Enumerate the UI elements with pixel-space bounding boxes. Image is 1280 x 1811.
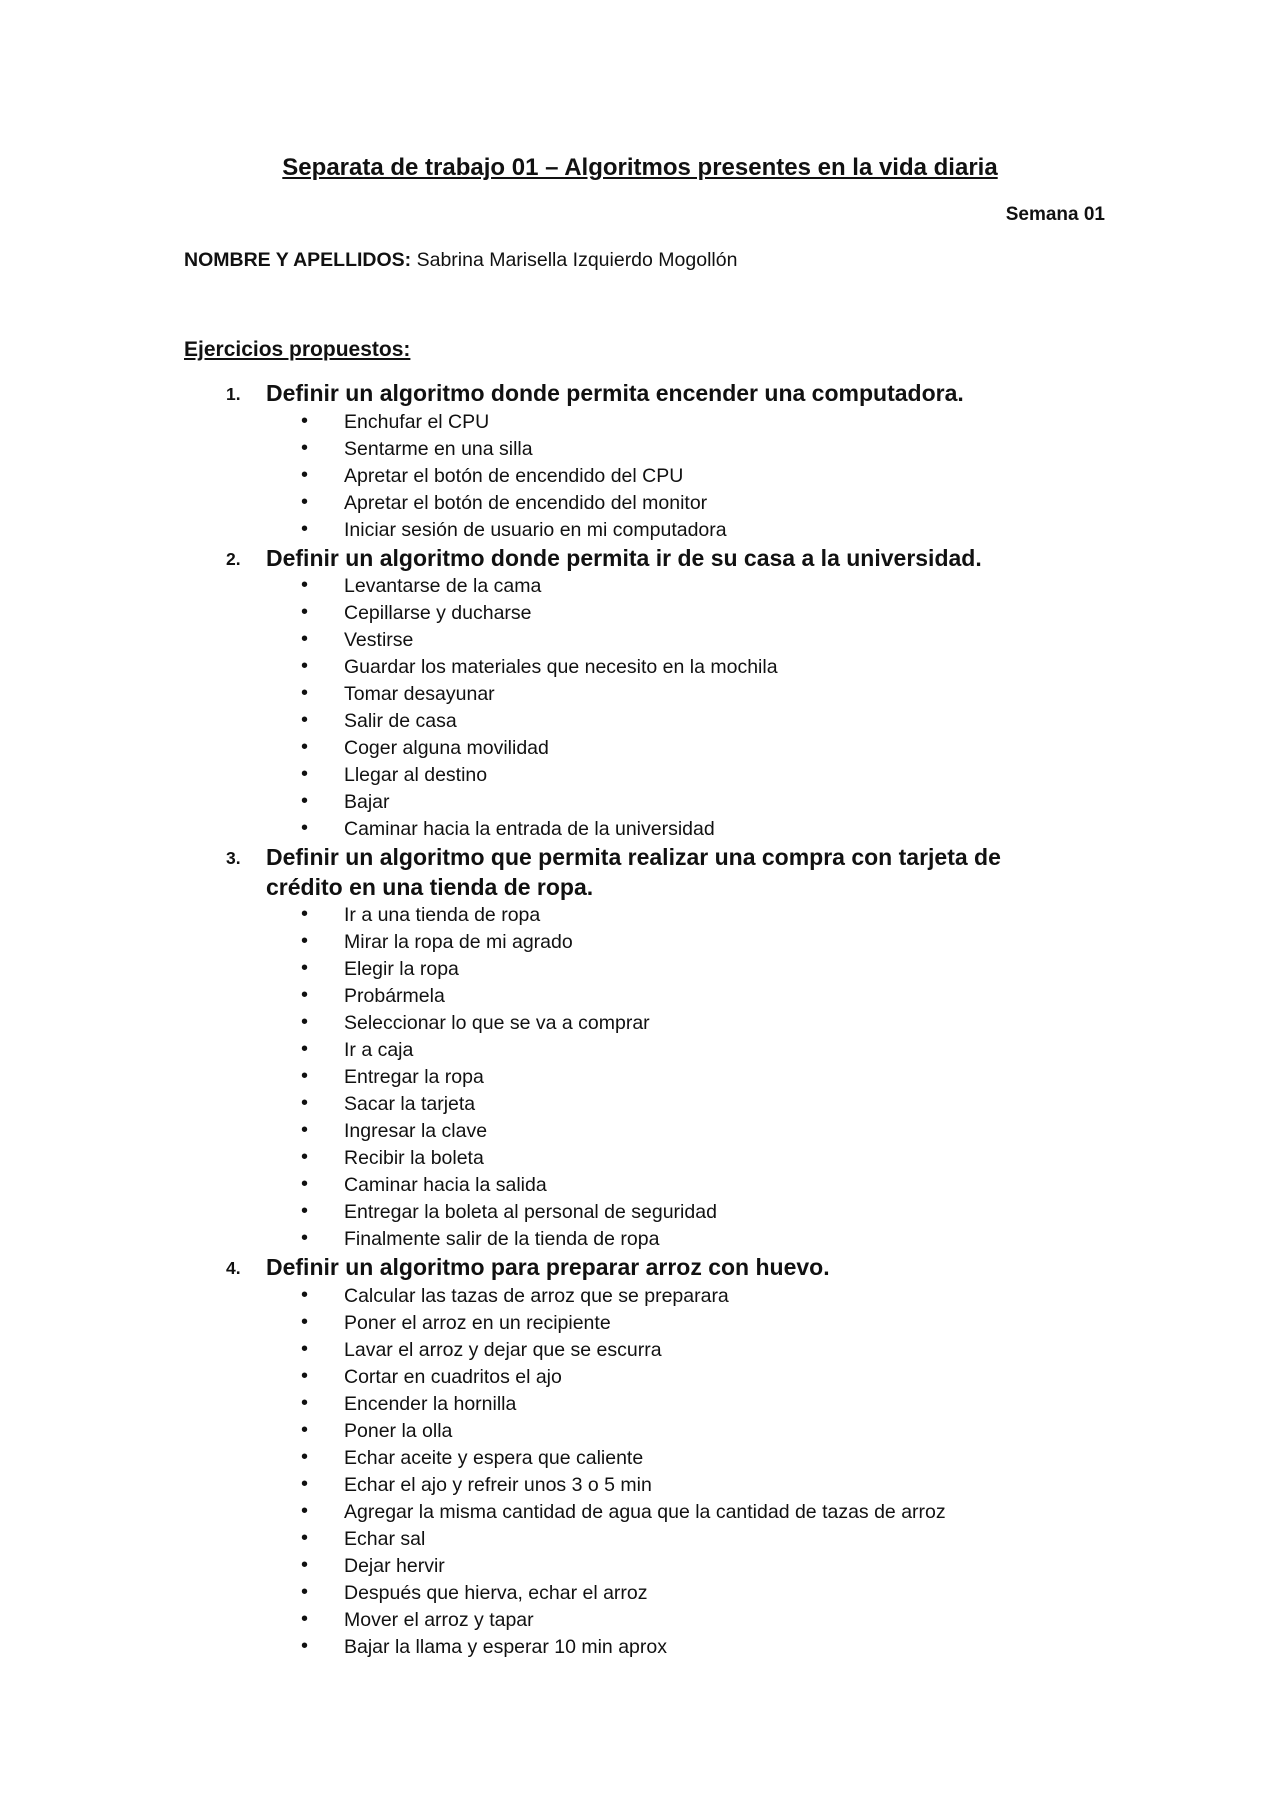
step-item	[0, 1037, 1280, 1064]
step-text: Elegir la ropa	[344, 958, 459, 980]
step-text: Recibir la boleta	[344, 1147, 484, 1169]
step-item	[0, 463, 1280, 490]
step-item	[0, 1499, 1280, 1526]
bullet-icon: •	[301, 1553, 309, 1576]
step-list	[0, 409, 1280, 544]
step-item	[0, 1118, 1280, 1145]
step-item	[0, 517, 1280, 544]
step-item	[0, 762, 1280, 789]
step-text: Echar sal	[344, 1527, 426, 1550]
step-item	[0, 789, 1280, 816]
step-item	[0, 929, 1280, 956]
step-text: Entregar la ropa	[344, 1066, 484, 1088]
step-text: Seleccionar lo que se va a comprar	[344, 1012, 650, 1034]
step-item	[0, 1010, 1280, 1037]
step-text: Coger alguna movilidad	[344, 737, 549, 759]
bullet-icon: •	[301, 957, 309, 979]
bullet-icon: •	[301, 1364, 309, 1387]
bullet-icon: •	[301, 1011, 309, 1033]
step-text: Lavar el arroz y dejar que se escurra	[344, 1338, 662, 1361]
step-item	[0, 490, 1280, 517]
bullet-icon: •	[301, 1337, 309, 1360]
exercise-title: Definir un algoritmo donde permita encender una computadora.	[266, 380, 964, 406]
bullet-icon: •	[301, 790, 309, 812]
bullet-icon: •	[301, 1173, 309, 1195]
step-text: Caminar hacia la salida	[344, 1174, 547, 1196]
step-text: Entregar la boleta al personal de seguridad	[344, 1201, 717, 1223]
bullet-icon: •	[301, 903, 309, 925]
exercise-number: 1.	[226, 384, 241, 404]
step-item	[0, 627, 1280, 654]
step-item	[0, 436, 1280, 463]
step-text: Cortar en cuadritos el ajo	[344, 1365, 562, 1388]
exercise-title: Definir un algoritmo donde permita ir de su casa a la universidad.	[266, 544, 982, 571]
step-item	[0, 1145, 1280, 1172]
step-text: Guardar los materiales que necesito en la mochila	[344, 656, 778, 678]
bullet-icon: •	[301, 1445, 309, 1468]
step-text: Echar el ajo y refreir unos 3 o 5 min	[344, 1473, 652, 1496]
step-item	[0, 1226, 1280, 1253]
step-text: Bajar	[344, 791, 390, 813]
step-text: Mover el arroz y tapar	[344, 1608, 534, 1631]
step-text: Ir a una tienda de ropa	[344, 904, 541, 926]
exercise-list	[0, 379, 1280, 1661]
bullet-icon: •	[301, 655, 309, 677]
step-item	[0, 1391, 1280, 1418]
step-text: Llegar al destino	[344, 764, 488, 786]
step-item	[0, 1526, 1280, 1553]
step-text: Cepillarse y ducharse	[344, 602, 532, 624]
step-list	[0, 902, 1280, 1253]
bullet-icon: •	[301, 628, 309, 650]
step-text: Probármela	[344, 985, 445, 1007]
bullet-icon: •	[301, 1146, 309, 1168]
step-item	[0, 1310, 1280, 1337]
step-item	[0, 708, 1280, 735]
step-text: Tomar desayunar	[344, 683, 495, 705]
step-text: Bajar la llama y esperar 10 min aprox	[344, 1635, 667, 1658]
bullet-icon: •	[301, 517, 309, 540]
step-item	[0, 681, 1280, 708]
step-item	[0, 573, 1280, 600]
exercise-number: 2.	[226, 548, 241, 569]
step-text: Sentarme en una silla	[344, 437, 533, 460]
student-name: Sabrina Marisella Izquierdo Mogollón	[411, 249, 738, 271]
step-item	[0, 654, 1280, 681]
bullet-icon: •	[301, 817, 309, 839]
bullet-icon: •	[301, 574, 309, 596]
step-item	[0, 1580, 1280, 1607]
step-item	[0, 1283, 1280, 1310]
step-text: Calcular las tazas de arroz que se preparara	[344, 1284, 729, 1307]
step-item	[0, 956, 1280, 983]
step-item	[0, 816, 1280, 843]
step-text: Sacar la tarjeta	[344, 1093, 476, 1115]
bullet-icon: •	[301, 1607, 309, 1630]
bullet-icon: •	[301, 409, 309, 432]
step-item	[0, 1445, 1280, 1472]
bullet-icon: •	[301, 682, 309, 704]
step-item	[0, 1634, 1280, 1661]
bullet-icon: •	[301, 1065, 309, 1087]
step-text: Encender la hornilla	[344, 1392, 517, 1415]
bullet-icon: •	[301, 736, 309, 758]
step-list	[0, 573, 1280, 843]
step-text: Agregar la misma cantidad de agua que la cantidad de tazas de arroz	[344, 1500, 946, 1523]
bullet-icon: •	[301, 1580, 309, 1603]
bullet-icon: •	[301, 1200, 309, 1222]
step-item	[0, 1172, 1280, 1199]
step-item	[0, 1553, 1280, 1580]
bullet-icon: •	[301, 1119, 309, 1141]
step-item	[0, 600, 1280, 627]
step-item	[0, 1418, 1280, 1445]
step-text: Echar aceite y espera que caliente	[344, 1446, 644, 1469]
bullet-icon: •	[301, 463, 309, 486]
step-item	[0, 1364, 1280, 1391]
student-label: NOMBRE Y APELLIDOS:	[184, 249, 412, 271]
bullet-icon: •	[301, 1227, 309, 1249]
step-item	[0, 902, 1280, 929]
step-item	[0, 1337, 1280, 1364]
step-item	[0, 1091, 1280, 1118]
step-text: Vestirse	[344, 629, 414, 651]
step-text: Poner la olla	[344, 1419, 453, 1442]
student-line	[184, 247, 737, 273]
step-text: Apretar el botón de encendido del monitor	[344, 491, 708, 514]
step-text: Salir de casa	[344, 710, 457, 732]
bullet-icon: •	[301, 984, 309, 1006]
bullet-icon: •	[301, 1526, 309, 1549]
exercise-number: 3.	[226, 848, 241, 868]
bullet-icon: •	[301, 1634, 309, 1657]
step-text: Levantarse de la cama	[344, 575, 542, 597]
step-text: Mirar la ropa de mi agrado	[344, 931, 573, 953]
exercise-item	[0, 379, 1280, 544]
bullet-icon: •	[301, 601, 309, 623]
bullet-icon: •	[301, 1038, 309, 1060]
step-text: Iniciar sesión de usuario en mi computadora	[344, 518, 727, 541]
step-text: Caminar hacia la entrada de la universidad	[344, 818, 715, 840]
bullet-icon: •	[301, 1283, 309, 1306]
step-item	[0, 735, 1280, 762]
step-item	[0, 1472, 1280, 1499]
exercise-title: Definir un algoritmo para preparar arroz con huevo.	[266, 1254, 830, 1280]
exercise-item	[0, 1253, 1280, 1661]
bullet-icon: •	[301, 1310, 309, 1333]
step-item	[0, 1607, 1280, 1634]
bullet-icon: •	[301, 1472, 309, 1495]
bullet-icon: •	[301, 709, 309, 731]
bullet-icon: •	[301, 1499, 309, 1522]
document-title: Separata de trabajo 01 – Algoritmos presentes en la vida diaria	[282, 154, 998, 181]
exercise-item	[0, 544, 1280, 844]
exercise-title: Definir un algoritmo que permita realizar una compra con tarjeta de crédito en una tienda de ropa.	[266, 844, 1001, 900]
bullet-icon: •	[301, 1092, 309, 1114]
step-text: Enchufar el CPU	[344, 410, 490, 433]
step-text: Apretar el botón de encendido del CPU	[344, 464, 684, 487]
section-title: Ejercicios propuestos:	[184, 338, 411, 361]
bullet-icon: •	[301, 436, 309, 459]
step-item	[0, 983, 1280, 1010]
step-item	[0, 1064, 1280, 1091]
step-text: Dejar hervir	[344, 1554, 445, 1577]
step-item	[0, 1199, 1280, 1226]
step-text: Después que hierva, echar el arroz	[344, 1581, 648, 1604]
step-list	[0, 1283, 1280, 1661]
bullet-icon: •	[301, 1391, 309, 1414]
bullet-icon: •	[301, 930, 309, 952]
exercise-item	[0, 843, 1280, 1253]
step-text: Ir a caja	[344, 1039, 414, 1061]
bullet-icon: •	[301, 763, 309, 785]
step-text: Ingresar la clave	[344, 1120, 488, 1142]
step-item	[0, 409, 1280, 436]
exercise-number: 4.	[226, 1258, 241, 1278]
bullet-icon: •	[301, 1418, 309, 1441]
step-text: Poner el arroz en un recipiente	[344, 1311, 611, 1334]
week-label: Semana 01	[1005, 204, 1105, 225]
bullet-icon: •	[301, 490, 309, 513]
step-text: Finalmente salir de la tienda de ropa	[344, 1228, 660, 1250]
